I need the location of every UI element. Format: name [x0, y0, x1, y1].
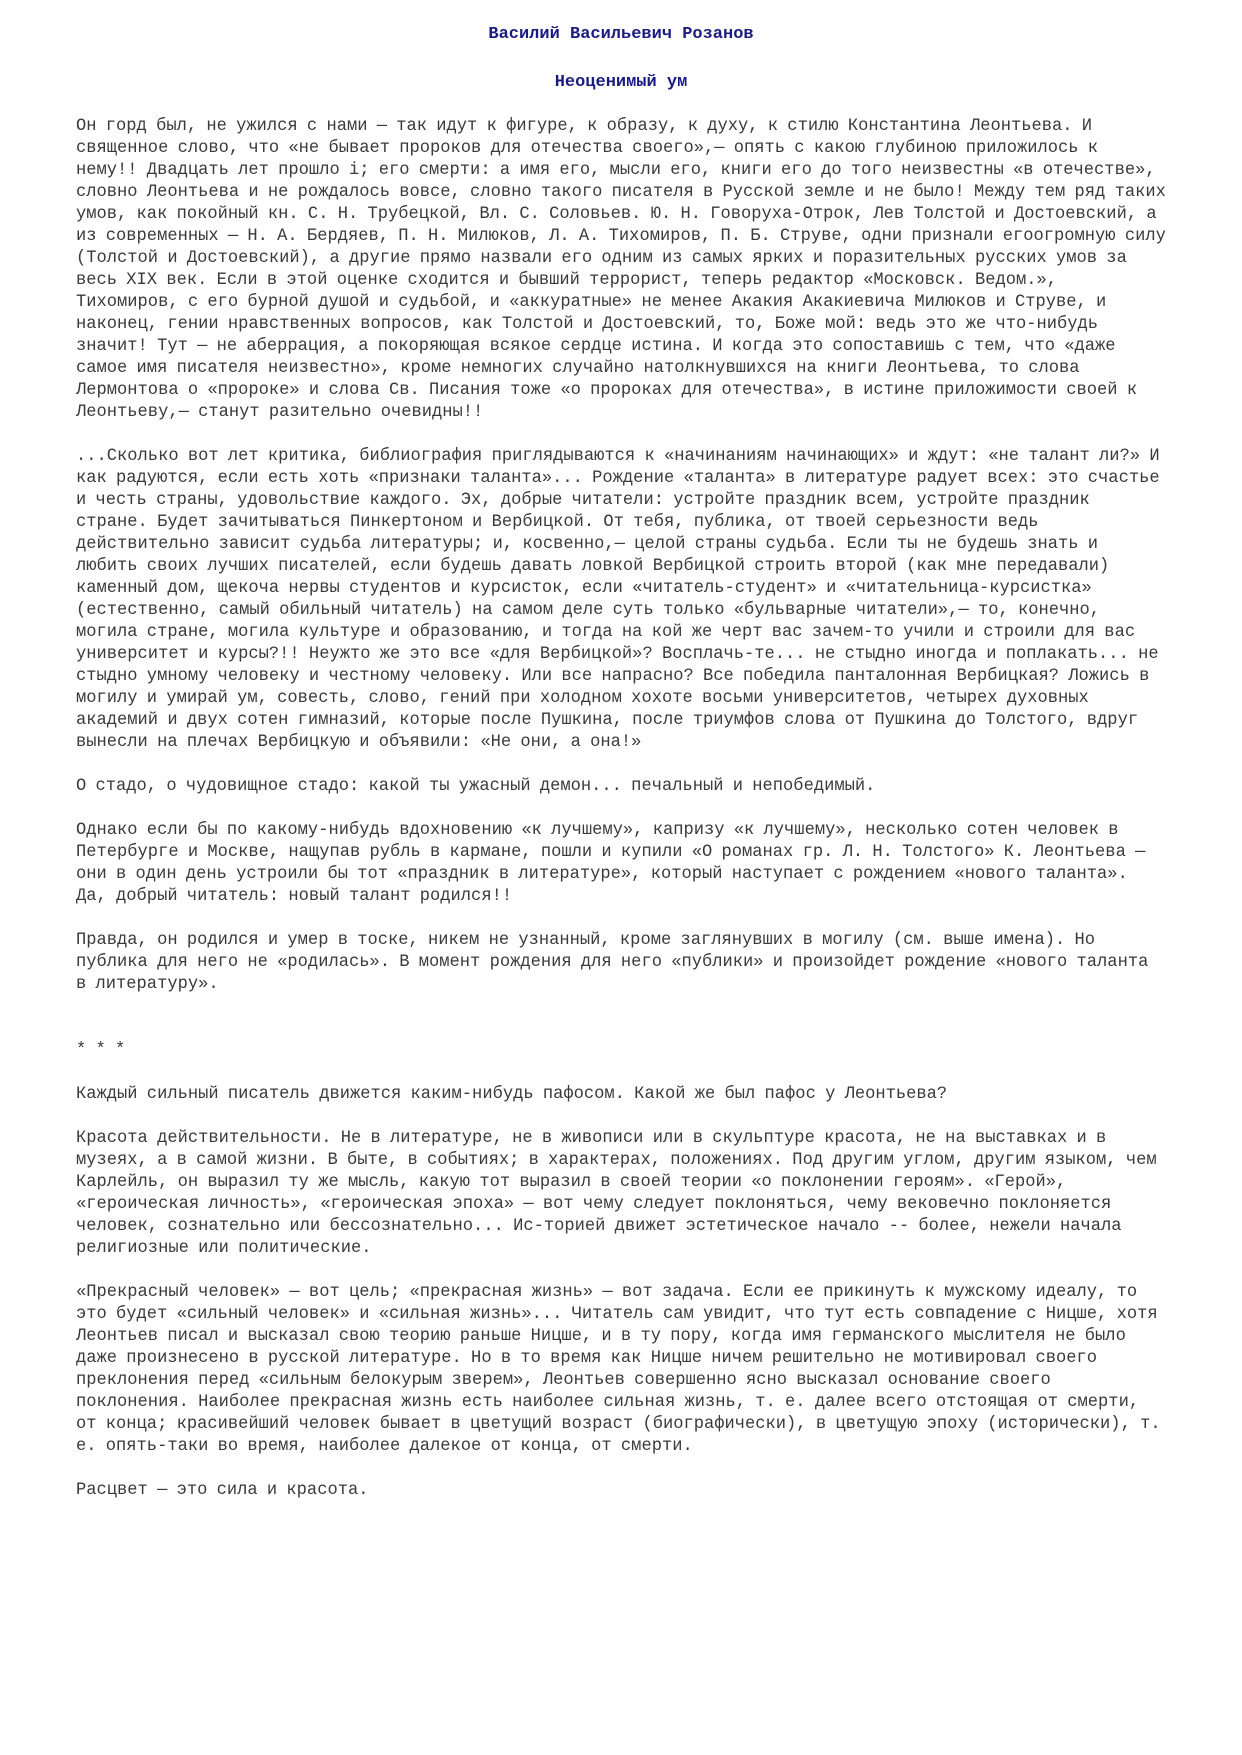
- paragraph: Расцвет — это сила и красота.: [76, 1481, 369, 1500]
- page-title: Неоценимый ум: [554, 73, 688, 92]
- author-name: Василий Васильевич Розанов: [488, 25, 754, 44]
- paragraph: Однако если бы по какому-нибудь вдохновению «к лучшему», капризу «к лучшему», несколько сотен человек в Петербурге и Москве, нащупав рубль в кармане, пошли и купили «О романах гр. Л. Н. Толстого» К. Леонтьева — они в один день устроили бы тот «праздник в литературе», который наступает с рождением «нового таланта». Да, добрый читатель: новый талант родился!!: [76, 821, 1146, 906]
- paragraph: Правда, он родился и умер в тоске, никем не узнанный, кроме заглянувших в могилу (см. выше имена). Но публика для него не «родилась». В момент рождения для него «публики» и произойдет рождение «нового таланта в литературу».: [76, 931, 1149, 994]
- section-separator: * * *: [76, 1041, 126, 1060]
- paragraph: Он горд был, не ужился с нами — так идут к фигуре, к образу, к духу, к стилю Константина Леонтьева. И священное слово, что «не бывает пророков для отечества своего»,— опять с какою глубиною приложилось к нему!! Двадцать лет прошло і; его смерти: а имя его, мысли его, книги его до того неизвестны «в отечестве», словно Леонтьева и не рождалось вовсе, словно такого писателя в Русской земле и не было! Между тем ряд таких умов, как покойный кн. С. Н. Трубецкой, Вл. С. Соловьев. Ю. Н. Говоруха-Отрок, Лев Толстой и Достоевский, а из современных — Н. А. Бердяев, П. Н. Милюков, Л. А. Тихомиров, П. Б. Струве, одни признали егоогромную силу (Толстой и Достоевский), а другие прямо назвали его одним из самых ярких и поразительных русских умов за весь XIX век. Если в этой оценке сходится и бывший террорист, теперь редактор «Московск. Ведом.», Тихомиров, с его бурной душой и судьбой, и «аккуратные» не менее Акакия Акакиевича Милюков и Струве, и наконец, гении нравственных вопросов, как Толстой и Достоевский, то, Боже мой: ведь это же что-нибудь значит! Тут — не аберрация, а покоряющая всякое сердце истина. И когда это сопоставишь с тем, что «даже самое имя писателя неизвестно», кроме немногих случайно натолкнувшихся на книги Леонтьева, то слова Лермонтова о «пророке» и слова Св. Писания тоже «о пророках для отечества», в истине приложимости своей к Леонтьеву,— станут разительно очевидны!!: [76, 117, 1166, 422]
- paragraph: «Прекрасный человек» — вот цель; «прекрасная жизнь» — вот задача. Если ее прикинуть к мужскому идеалу, то это будет «сильный человек» и «сильная жизнь»... Читатель сам увидит, что тут есть совпадение с Ницше, хотя Леонтьев писал и высказал свою теорию раньше Ницше, и в ту пору, когда имя германского мыслителя не было даже произнесено в русской литературе. Но в то время как Ницше ничем решительно не мотивировал своего преклонения перед «сильным белокурым зверем», Леонтьев совершенно ясно высказал основание своего поклонения. Наиболее прекрасная жизнь есть наиболее сильная жизнь, т. е. далее всего отстоящая от смерти, от конца; красивейший человек бывает в цветущий возраст (биографически), в цветущую эпоху (исторически), т. е. опять-таки во время, наиболее далекое от конца, от смерти.: [76, 1283, 1161, 1456]
- paragraph: О стадо, о чудовищное стадо: какой ты ужасный демон... печальный и непобедимый.: [76, 777, 876, 796]
- document-body: [76, 116, 1166, 1502]
- paragraph: Красота действительности. Не в литературе, не в живописи или в скульптуре красота, не на выставках и в музеях, а в самой жизни. В быте, в событиях; в характерах, положениях. Под другим углом, другим языком, чем Карлейль, он выразил ту же мысль, какую тот выразил в своей теории «о поклонении героям». «Герой», «героическая личность», «героическая эпоха» — вот чему следует поклоняться, чему вековечно поклоняется человек, сознательно или бессознательно... Ис-торией движет эстетическое начало -- более, нежели начала религиозные или политические.: [76, 1129, 1157, 1258]
- paragraph: Каждый сильный писатель движется каким-нибудь пафосом. Какой же был пафос у Леонтьева?: [76, 1085, 948, 1104]
- paragraph: ...Сколько вот лет критика, библиография приглядываются к «начинаниям начинающих» и ждут: «не талант ли?» И как радуются, если есть хоть «признаки таланта»... Рождение «таланта» в литературе радует всех: это счастье и честь страны, удовольствие каждого. Эх, добрые читатели: устройте праздник всем, устройте праздник стране. Будет зачитываться Пинкертоном и Вербицкой. От тебя, публика, от твоей серьезности ведь действительно зависит судьба литературы; и, косвенно,— целой страны судьба. Если ты не будешь знать и любить своих лучших писателей, если будешь давать ловкой Вербицкой строить второй (как мне передавали) каменный дом, щекоча нервы студентов и курсисток, если «читатель-студент» и «читательница-курсистка» (естественно, самый обильный читатель) на самом деле суть только «бульварные читатели»,— то, конечно, могила стране, могила культуре и образованию, и тогда на кой же черт вас зачем-то учили и строили для вас университет и курсы?!! Неужто же это все «для Вербицкой»? Восплачь-те... не стыдно иногда и поплакать... не стыдно умному человеку и честному человеку. Или все напрасно? Все победила панталонная Вербицкая? Ложись в могилу и умирай ум, совесть, слово, гений при холодном хохоте восьми университетов, четырех духовных академий и двух сотен гимназий, которые после Пушкина, после триумфов слова от Пушкина до Толстого, вдруг вынесли на плечах Вербицкую и объявили: «Не они, а она!»: [76, 447, 1160, 752]
